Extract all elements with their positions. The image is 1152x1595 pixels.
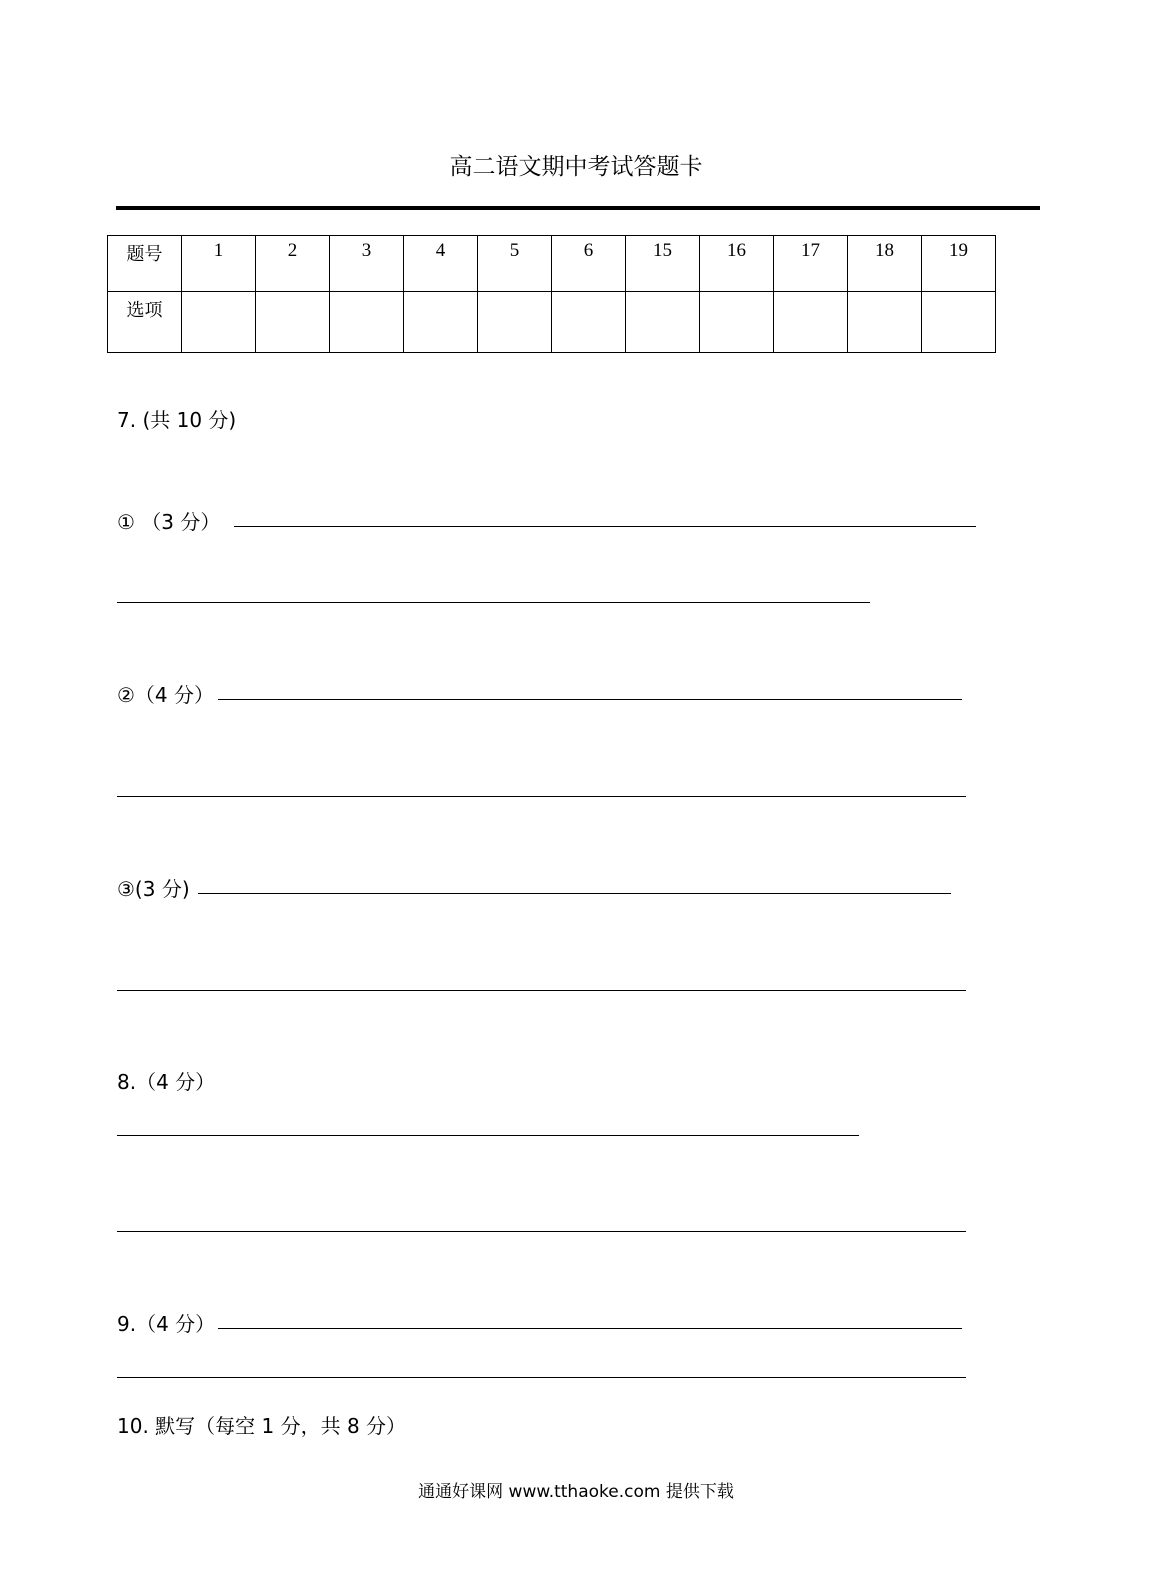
answer-line[interactable]	[117, 1135, 859, 1136]
question-7-2-label: ②（4 分）	[117, 683, 215, 707]
row-header-number: 题号	[108, 236, 182, 292]
answer-choice-row	[108, 292, 996, 353]
answer-table	[107, 235, 996, 353]
question-9-label: 9.（4 分）	[117, 1312, 216, 1336]
question-7-1-label: ① （3 分）	[117, 510, 221, 534]
answer-cell[interactable]	[404, 292, 478, 353]
question-number-row	[108, 236, 996, 292]
answer-cell[interactable]	[478, 292, 552, 353]
answer-cell[interactable]	[256, 292, 330, 353]
question-number-cell: 19	[922, 236, 996, 292]
question-number-cell: 18	[848, 236, 922, 292]
answer-line[interactable]	[234, 526, 976, 527]
question-number-cell: 1	[182, 236, 256, 292]
question-number-cell: 5	[478, 236, 552, 292]
answer-line[interactable]	[117, 602, 870, 603]
question-number-cell: 6	[552, 236, 626, 292]
title-divider	[116, 206, 1040, 210]
answer-cell[interactable]	[552, 292, 626, 353]
question-number-cell: 3	[330, 236, 404, 292]
answer-cell[interactable]	[848, 292, 922, 353]
question-7-3-label: ③(3 分)	[117, 877, 190, 901]
answer-cell[interactable]	[182, 292, 256, 353]
question-10-label: 10. 默写（每空 1 分，共 8 分）	[117, 1414, 407, 1438]
question-7-label: 7. (共 10 分)	[117, 408, 237, 432]
question-8-label: 8.（4 分）	[117, 1070, 216, 1094]
question-number-cell: 16	[700, 236, 774, 292]
question-number-cell: 17	[774, 236, 848, 292]
answer-line[interactable]	[117, 796, 966, 797]
footer-credit: 通通好课网 www.tthaoke.com 提供下载	[418, 1482, 734, 1502]
row-header-choice: 选项	[108, 292, 182, 353]
answer-cell[interactable]	[774, 292, 848, 353]
question-number-cell: 4	[404, 236, 478, 292]
answer-line[interactable]	[117, 990, 966, 991]
answer-cell[interactable]	[626, 292, 700, 353]
question-number-cell: 15	[626, 236, 700, 292]
answer-line[interactable]	[218, 1328, 962, 1329]
answer-line[interactable]	[117, 1231, 966, 1232]
answer-cell[interactable]	[330, 292, 404, 353]
answer-line[interactable]	[218, 699, 962, 700]
question-number-cell: 2	[256, 236, 330, 292]
answer-line[interactable]	[117, 1377, 966, 1378]
answer-cell[interactable]	[922, 292, 996, 353]
page-title: 高二语文期中考试答题卡	[449, 154, 703, 180]
answer-cell[interactable]	[700, 292, 774, 353]
answer-line[interactable]	[198, 893, 951, 894]
